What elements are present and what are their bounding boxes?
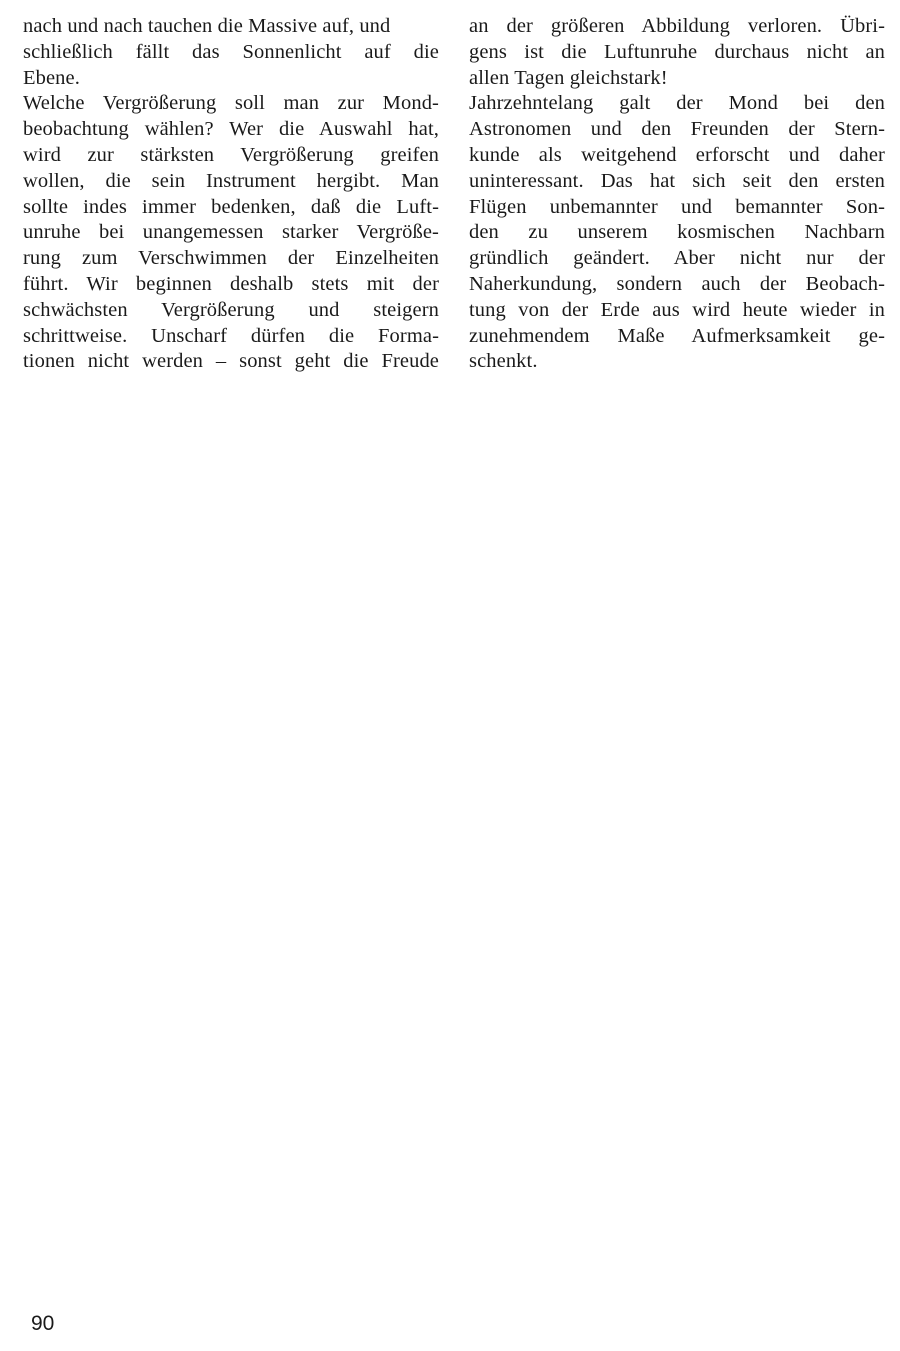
page-number: 90 <box>31 1312 55 1335</box>
text-line: uninteressant. Das hat sich seit den ersten <box>469 169 885 192</box>
text-line: führt. Wir beginnen deshalb stets mit der <box>23 272 439 295</box>
text-line: nach und nach tauchen die Massive auf, und <box>23 15 391 37</box>
text-line: kunde als weitgehend erforscht und daher <box>469 143 885 166</box>
text-line: gens ist die Luftunruhe durchaus nicht an <box>469 40 885 63</box>
text-line: tionen nicht werden – sonst geht die Freude <box>23 350 439 373</box>
text-line: tung von der Erde aus wird heute wieder in <box>469 298 885 321</box>
text-line: allen Tagen gleichstark! <box>469 66 668 89</box>
text-line: zunehmendem Maße Aufmerksamkeit ge- <box>469 324 885 347</box>
text-line: schenkt. <box>469 350 538 373</box>
text-line: Flügen unbemannter und bemannter Son- <box>469 195 885 218</box>
text-line: unruhe bei unangemessen starker Vergröße- <box>23 221 439 244</box>
text-line: schwächsten Vergrößerung und steigern <box>23 298 439 321</box>
text-line: gründlich geändert. Aber nicht nur der <box>469 247 885 270</box>
text-line: sollte indes immer bedenken, daß die Luft- <box>23 195 439 218</box>
text-line: rung zum Verschwimmen der Einzelheiten <box>23 247 439 270</box>
text-line: wird zur stärksten Vergrößerung greifen <box>23 143 439 166</box>
text-line: Jahrzehntelang galt der Mond bei den <box>469 92 885 115</box>
text-line: Astronomen und den Freunden der Stern- <box>469 118 885 141</box>
right-text-column <box>469 14 885 375</box>
text-line: den zu unserem kosmischen Nachbarn <box>469 221 885 244</box>
text-line: schrittweise. Unscharf dürfen die Forma- <box>23 324 439 347</box>
text-line: an der größeren Abbildung verloren. Übri- <box>469 15 885 37</box>
text-line: Ebene. <box>23 66 80 89</box>
text-line: schließlich fällt das Sonnenlicht auf die <box>23 40 439 63</box>
left-text-column <box>23 14 439 375</box>
text-line: Naherkundung, sondern auch der Beobach- <box>469 272 885 295</box>
text-line: beobachtung wählen? Wer die Auswahl hat, <box>23 118 439 141</box>
text-line: Welche Vergrößerung soll man zur Mond- <box>23 92 439 115</box>
text-line: wollen, die sein Instrument hergibt. Man <box>23 169 439 192</box>
